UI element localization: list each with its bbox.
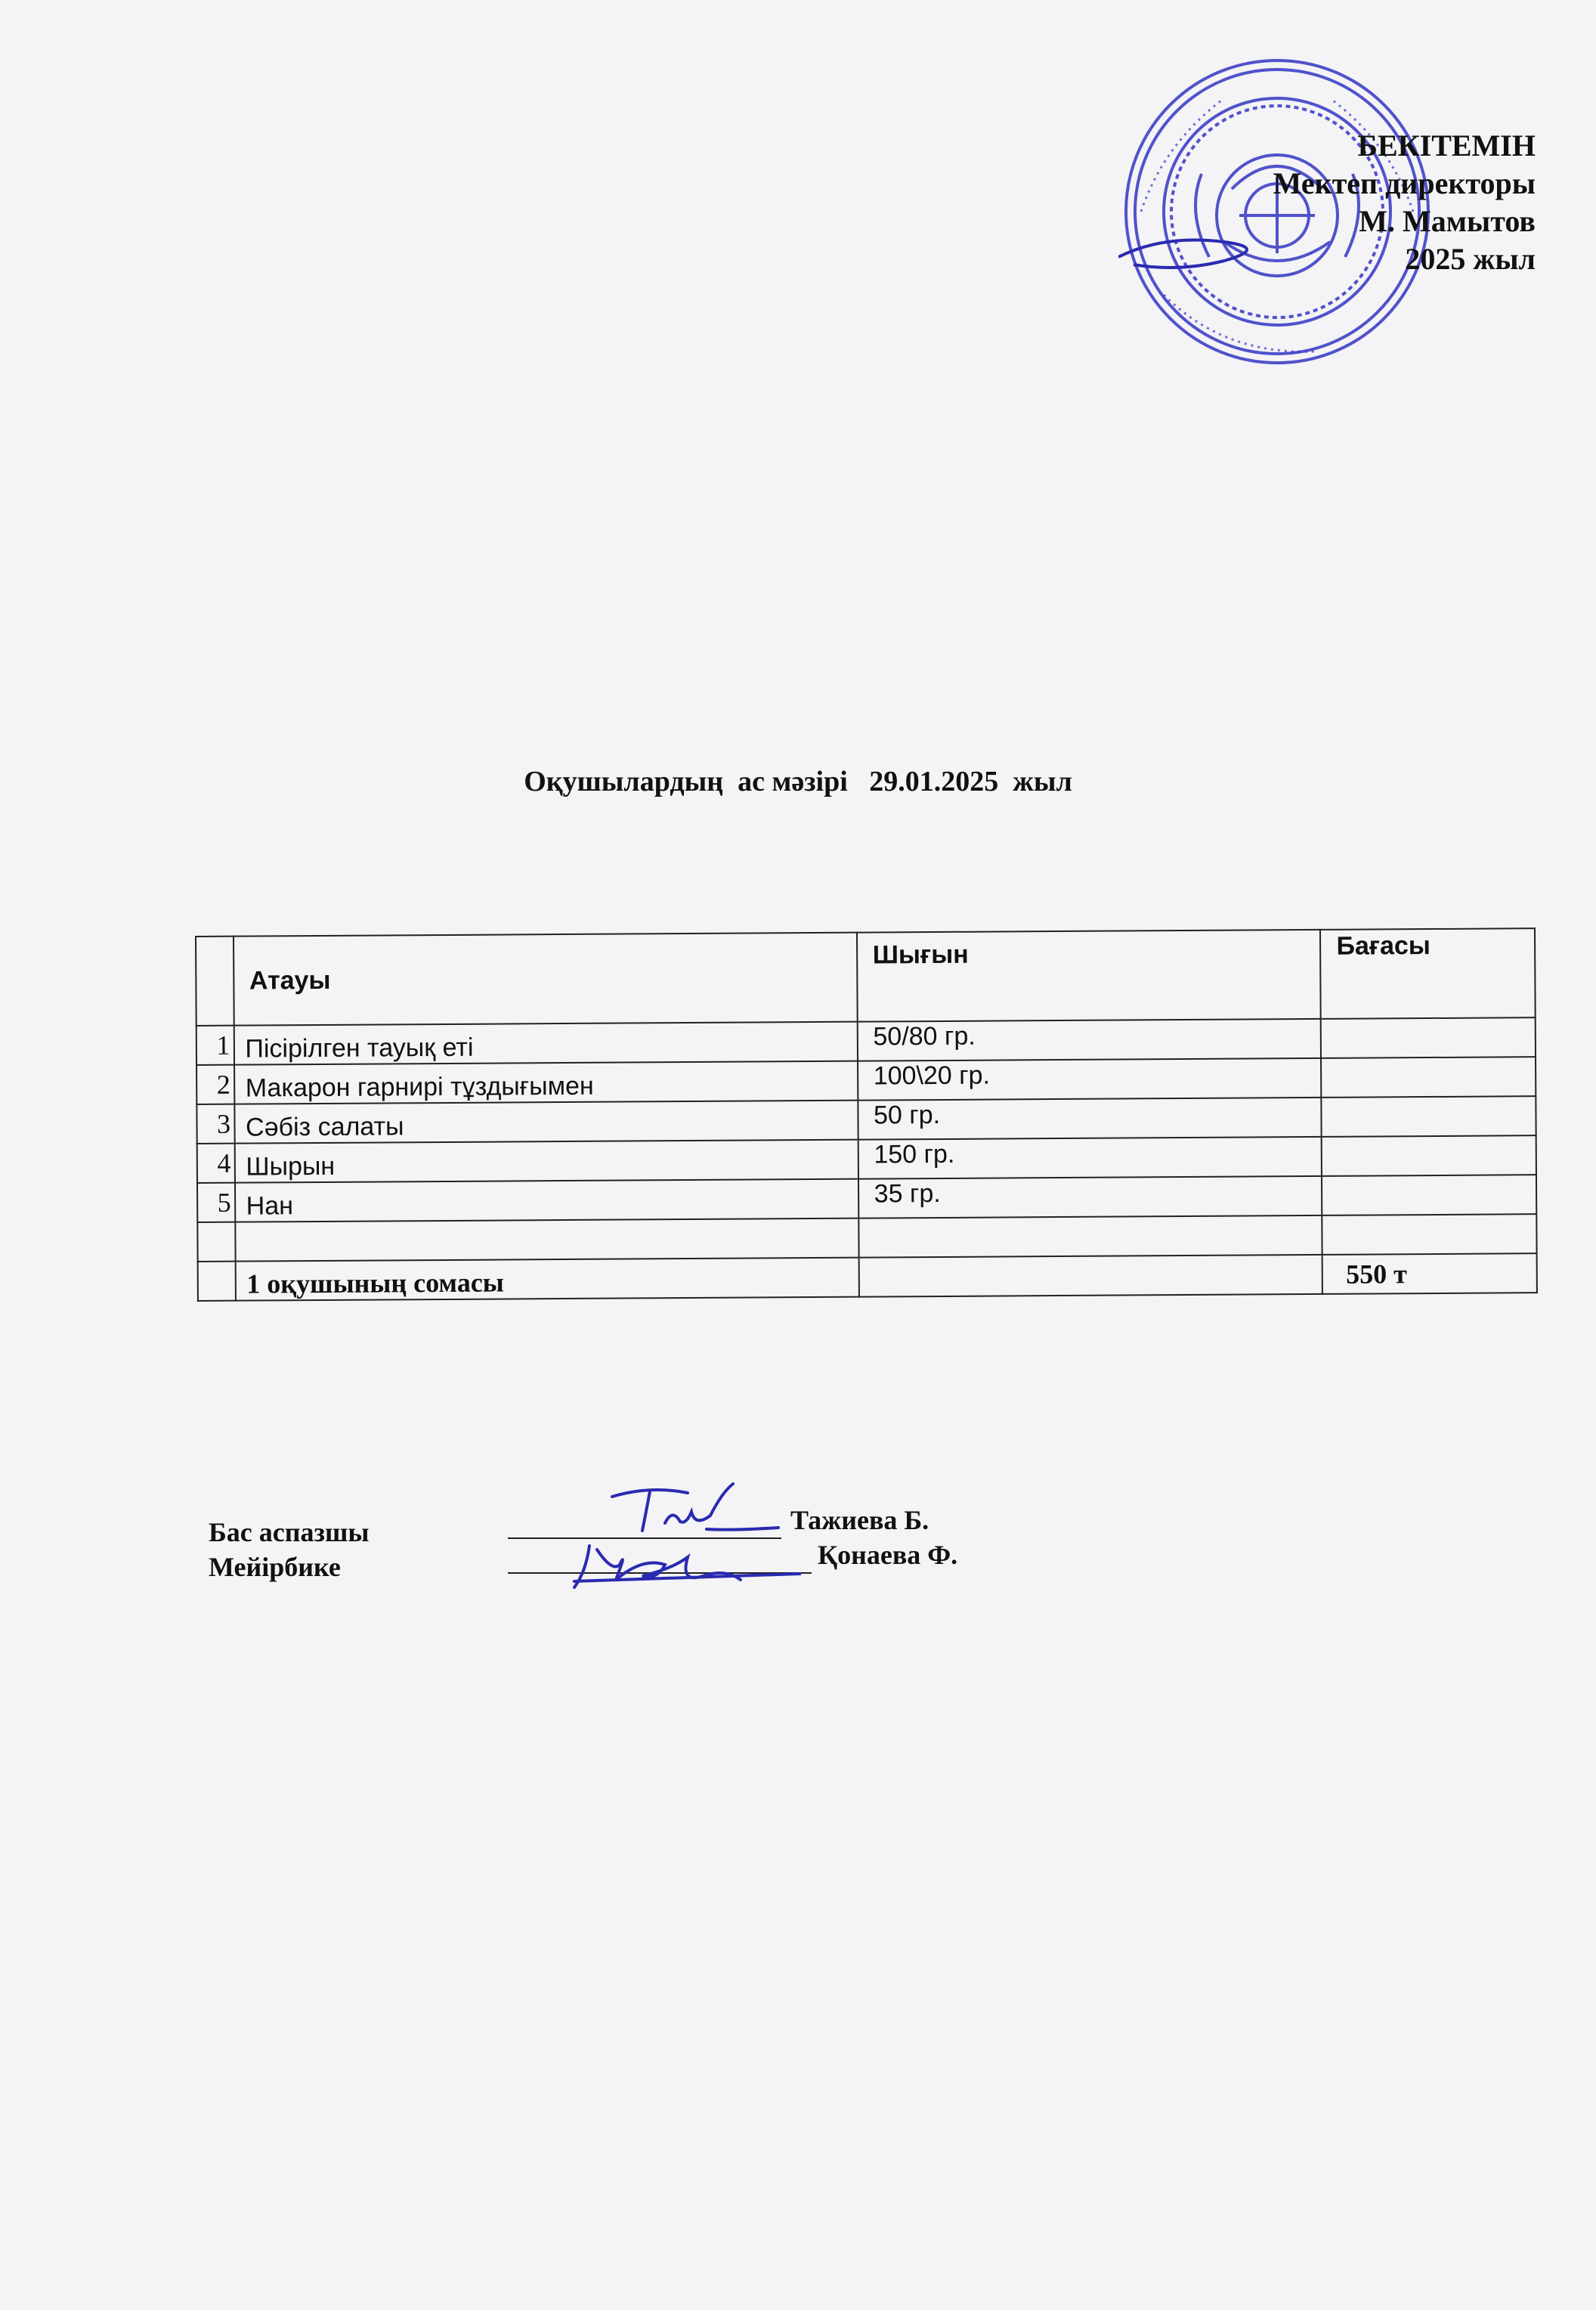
- total-label: 1 оқушының сомасы: [235, 1258, 858, 1301]
- table-total-row: [198, 1253, 1537, 1301]
- dish-name: Шырын: [234, 1140, 858, 1183]
- signature-name-nurse: Қонаева Ф.: [818, 1540, 958, 1570]
- dish-price: [1321, 1017, 1536, 1058]
- signature-role-chef: Бас аспазшы: [209, 1517, 370, 1547]
- row-number: 2: [196, 1065, 234, 1104]
- approval-position: Мектеп директоры: [1273, 166, 1536, 200]
- approval-block: [1273, 127, 1536, 278]
- dish-name: Макарон гарнирі тұздығымен: [234, 1061, 858, 1104]
- total-price: 550 т: [1322, 1253, 1537, 1294]
- dish-price: [1322, 1175, 1536, 1215]
- row-number: 1: [196, 1026, 234, 1065]
- dish-name: Сәбіз салаты: [234, 1101, 858, 1144]
- dish-name: Нан: [235, 1179, 858, 1222]
- dish-quantity: 35 гр.: [858, 1176, 1322, 1218]
- approval-date: 2025 жыл: [1405, 242, 1536, 276]
- column-header-name: Атауы: [234, 933, 858, 1026]
- handwritten-signature-icon: [559, 1478, 786, 1538]
- approval-name: М. Мамытов: [1359, 204, 1536, 238]
- row-number: 3: [196, 1104, 234, 1144]
- dish-price: [1322, 1135, 1536, 1176]
- dish-quantity: 50 гр.: [858, 1098, 1322, 1140]
- signature-role-nurse: Мейірбике: [209, 1552, 341, 1582]
- dish-price: [1321, 1057, 1536, 1098]
- menu-table: [195, 927, 1538, 1302]
- table-header-row: [196, 928, 1536, 1026]
- signature-name-chef: Тажиева Б.: [790, 1505, 929, 1535]
- dish-price: [1322, 1096, 1536, 1137]
- column-header-quantity: Шығын: [857, 930, 1322, 1022]
- page-title: Оқушылардың ас мәзірі 29.01.2025 жыл: [524, 766, 1072, 797]
- approval-heading: БЕКІТЕМІН: [1357, 129, 1536, 163]
- dish-quantity: 50/80 гр.: [857, 1019, 1321, 1061]
- column-header-price: Бағасы: [1320, 928, 1535, 1019]
- row-number: 4: [197, 1144, 235, 1183]
- dish-quantity: 150 гр.: [858, 1137, 1322, 1179]
- dish-name: Пісірілген тауық еті: [234, 1022, 857, 1065]
- handwritten-signature-icon: [544, 1534, 801, 1595]
- row-number: 5: [197, 1183, 235, 1222]
- dish-quantity: 100\20 гр.: [858, 1058, 1322, 1101]
